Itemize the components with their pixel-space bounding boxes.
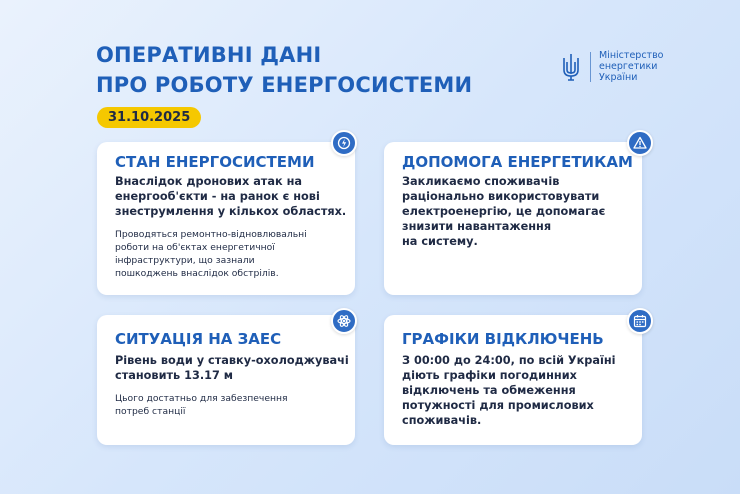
calendar-icon	[627, 308, 653, 334]
card-help-energy	[384, 142, 642, 295]
title-line-1: ОПЕРАТИВНІ ДАНІ	[96, 43, 322, 67]
ministry-logo	[560, 50, 664, 83]
title-line-2: ПРО РОБОТУ ЕНЕРГОСИСТЕМИ	[96, 73, 473, 97]
card-main-text: З 00:00 до 24:00, по всій Україні діють графіки погодинних відключень та обмеження потужності для промислових споживачів.	[402, 354, 616, 427]
ministry-line-2: енергетики	[599, 61, 658, 72]
card-outage-schedules	[384, 315, 642, 445]
card-sub-text: Цього достатньо для забезпечення потреб станції	[115, 393, 288, 417]
card-title: ДОПОМОГА ЕНЕРГЕТИКАМ	[402, 153, 633, 171]
card-zaes	[97, 315, 355, 445]
page-title	[96, 40, 472, 100]
card-sub-text: Проводяться ремонтно-відновлювальні роботи на об'єктах енергетичної інфраструктури, що зазнали пошкоджень внаслідок обстрілів.	[115, 229, 307, 279]
ministry-line-3: України	[599, 72, 638, 83]
ministry-line-1: Міністерство	[599, 50, 664, 61]
logo-divider	[590, 52, 591, 82]
trident-icon	[560, 52, 582, 82]
ministry-name	[599, 50, 664, 83]
card-main-text: Внаслідок дронових атак на енергооб'єкти - на ранок є нові знеструмлення у кількох областях.	[115, 175, 347, 218]
atom-icon	[331, 308, 357, 334]
card-main-text: Закликаємо споживачів раціонально використовувати електроенергію, це допомагає знизити навантаження на систему.	[402, 175, 606, 248]
card-title: СИТУАЦІЯ НА ЗАЕС	[115, 330, 282, 348]
energy-icon	[331, 130, 357, 156]
date-badge: 31.10.2025	[97, 107, 201, 128]
warning-icon	[627, 130, 653, 156]
card-main-text: Рівень води у ставку-охолоджувачі становить 13.17 м	[115, 354, 349, 382]
card-title: СТАН ЕНЕРГОСИСТЕМИ	[115, 153, 315, 171]
card-grid-status	[97, 142, 355, 295]
card-title: ГРАФІКИ ВІДКЛЮЧЕНЬ	[402, 330, 604, 348]
